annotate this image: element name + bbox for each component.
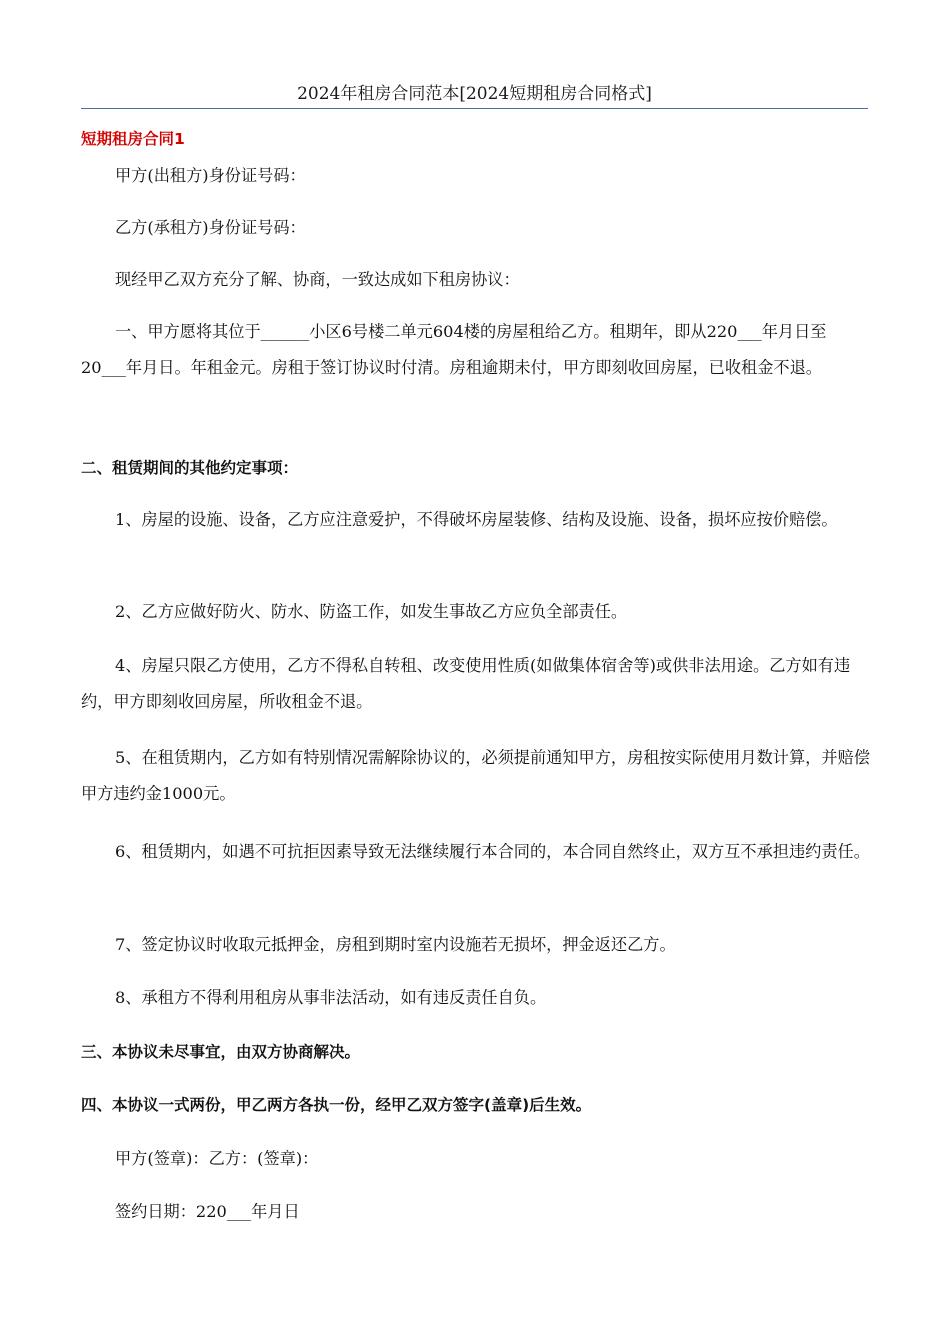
section-3-paragraph: 三、本协议未尽事宜，由双方协商解决。 <box>81 1043 361 1061</box>
item-8-paragraph: 8、承租方不得利用租房从事非法活动，如有违反责任自负。 <box>115 988 547 1007</box>
item-1-paragraph: 1、房屋的设施、设备，乙方应注意爱护，不得破坏房屋装修、结构及设施、设备，损坏应按价赔偿。 <box>115 510 838 529</box>
section-4-paragraph: 四、本协议一式两份，甲乙两方各执一份，经甲乙双方签字(盖章)后生效。 <box>81 1096 592 1114</box>
sign-date-line: 签约日期：220___年月日 <box>115 1202 300 1221</box>
party-b-id-line: 乙方(承租方)身份证号码： <box>115 218 306 237</box>
signature-line: 甲方(签章)：乙方：(签章)： <box>115 1149 319 1168</box>
party-a-id-line: 甲方(出租方)身份证号码： <box>115 166 306 185</box>
item-4-paragraph: 4、房屋只限乙方使用，乙方不得私自转租、改变使用性质(如做集体宿舍等)或供非法用途。乙方如有违约，甲方即刻收回房屋，所收租金不退。 <box>81 656 851 711</box>
item-2-paragraph: 2、乙方应做好防火、防水、防盗工作，如发生事故乙方应负全部责任。 <box>115 602 628 621</box>
intro-paragraph: 现经甲乙双方充分了解、协商，一致达成如下租房协议： <box>115 270 520 289</box>
item-5-paragraph: 5、在租赁期内，乙方如有特别情况需解除协议的，必须提前通知甲方，房租按实际使用月数计算，并赔偿甲方违约金1000元。 <box>81 748 870 803</box>
page-header-title: 2024年租房合同范本[2024短期租房合同格式] <box>297 84 652 104</box>
item-6-paragraph: 6、租赁期内，如遇不可抗拒因素导致无法继续履行本合同的，本合同自然终止，双方互不承担违约责任。 <box>115 842 870 861</box>
clause-1-paragraph: 一、甲方愿将其位于______小区6号楼二单元604楼的房屋租给乙方。租期年，即从220___年月日至20___年月日。年租金元。房租于签订协议时付清。房租逾期未付，甲方即刻收回房屋，已收租金不退。 <box>81 322 827 377</box>
contract-heading: 短期租房合同1 <box>81 130 185 148</box>
header-divider <box>81 108 868 109</box>
section-2-heading: 二、租赁期间的其他约定事项： <box>81 459 299 477</box>
item-7-paragraph: 7、签定协议时收取元抵押金，房租到期时室内设施若无损坏，押金返还乙方。 <box>115 935 676 954</box>
